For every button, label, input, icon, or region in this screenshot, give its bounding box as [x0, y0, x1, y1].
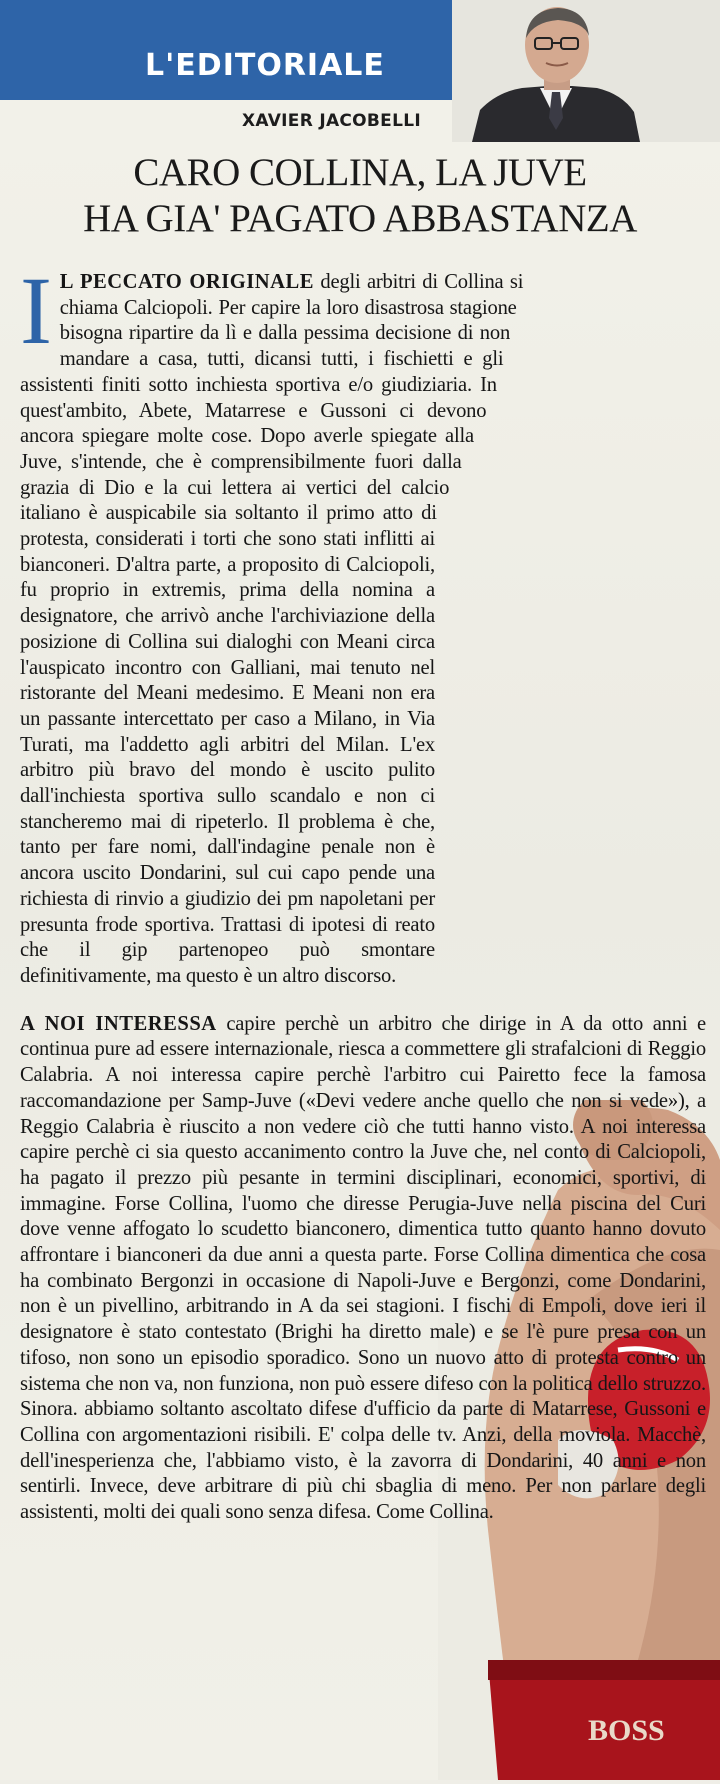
paragraph-1	[20, 257, 706, 990]
article-headline	[0, 150, 720, 242]
author-byline: XAVIER JACOBELLI	[242, 111, 421, 131]
lead-in-1: L PECCATO ORIGINALE	[59, 271, 314, 293]
paragraph-2	[20, 1012, 706, 1526]
section-banner	[0, 0, 452, 100]
lead-in-2: A NOI INTERESSA	[20, 1012, 217, 1035]
paragraph-2-text: capire perchè un arbitro che dirige in A da otto anni e continua pure ad essere internazionale, riesca a commettere gli strafalcioni di Reggio Calabria. A noi interessa capire perchè l'arbitro cui Pairetto fece la famosa raccomandazione per Samp-Juve («Devi vedere anche quello che non si vede»), a Reggio Calabria è riuscito a non vedere ciò che tutti hanno visto. A noi interessa capire perchè ci sia questo accanimento contro la Juve che, nel conto di Calciopoli, ha pagato il prezzo più pesante in termini disciplinari, economici, sportivi, di immagine. Forse Collina, l'uomo che diresse Perugia-Juve nella piscina del Curi dove venne affogato lo scudetto bianconero, dimentica tutto quanto hanno dovuto affrontare i bianconeri da due anni a questa parte. Forse Collina dimentica che cosa ha combinato Bergonzi in occasione di Napoli-Juve e Bergonzi, come Dondarini, non è un pivellino, arbitrando in A da sei stagioni. I fischi di Empoli, dove ieri il designatore è stato contestato (Brighi ha diretto male) e se l'è pure presa con un tifoso, non sono un episodio sporadico. Sono un nuovo atto di protesta contro un sistema che non va, non funziona, non può essere difeso con la politica dello struzzo. Sinora. abbiamo soltanto ascoltato difese d'ufficio da parte di Matarrese, Gussoni e Collina con argomentazioni risibili. E' colpa delle tv. Anzi, della moviola. Macchè, dell'inesperienza che, l'abbiamo visto, è la zavorra di Dondarini, 40 anni e non sentirli. Invece, deve arbitrare di più chi sbaglia di meno. Per non parlare degli assistenti, molti dei quali sono senza difesa. Come Collina.	[20, 1012, 706, 1524]
headline-line-2: HA GIA' PAGATO ABBASTANZA	[83, 197, 637, 240]
section-title: L'EDITORIALE	[145, 48, 385, 83]
author-portrait	[452, 0, 720, 142]
article-body	[20, 257, 706, 1526]
trunks-logo: BOSS	[588, 1714, 665, 1747]
paragraph-1-text: degli arbitri di Collina si chiama Calciopoli. Per capire la loro disastrosa stagione bisogna ripartire da lì e dalla pessima decisione di non mandare a casa, tutti, dicansi tutti, i fischietti e gli assistenti finiti sotto inchiesta sportiva e/o giudiziaria. In quest'ambito, Abete, Matarrese e Gussoni ci devono ancora spiegare molte cose. Dopo averle spiegate alla Juve, s'intende, che è comprensibilmente fuori dalla grazia di Dio e la cui lettera ai vertici del calcio italiano è auspicabile sia soltanto il primo atto di protesta, considerati i torti che sono stati inflitti ai bianconeri. D'altra parte, a proposito di Calciopoli, fu proprio in extremis, prima della nomina a designatore, che arrivò anche l'archiviazione della posizione di Collina sui dialoghi con Meani circa l'auspicato incontro con Galliani, mai tenuto nel ristorante del Meani medesimo. E Meani non era un passante intercettato per caso a Milano, in Via Turati, ma l'addetto agli arbitri del Milan. L'ex arbitro più bravo del mondo è uscito pulito dall'inchiesta sportiva sullo scandalo e non ci stancheremo mai di ripeterlo. Il problema è che, tanto per fare nomi, dall'indagine penale non è ancora uscito Dondarini, sul cui capo pende una richiesta di rinvio a giudizio dei pm napoletani per presunta frode sportiva. Trattasi di ipotesi di reato che il gip partenopeo può smontare definitivamente, ma questo è un altro discorso.	[20, 271, 524, 987]
headline-line-1: CARO COLLINA, LA JUVE	[133, 151, 587, 194]
drop-cap: I	[20, 257, 52, 364]
